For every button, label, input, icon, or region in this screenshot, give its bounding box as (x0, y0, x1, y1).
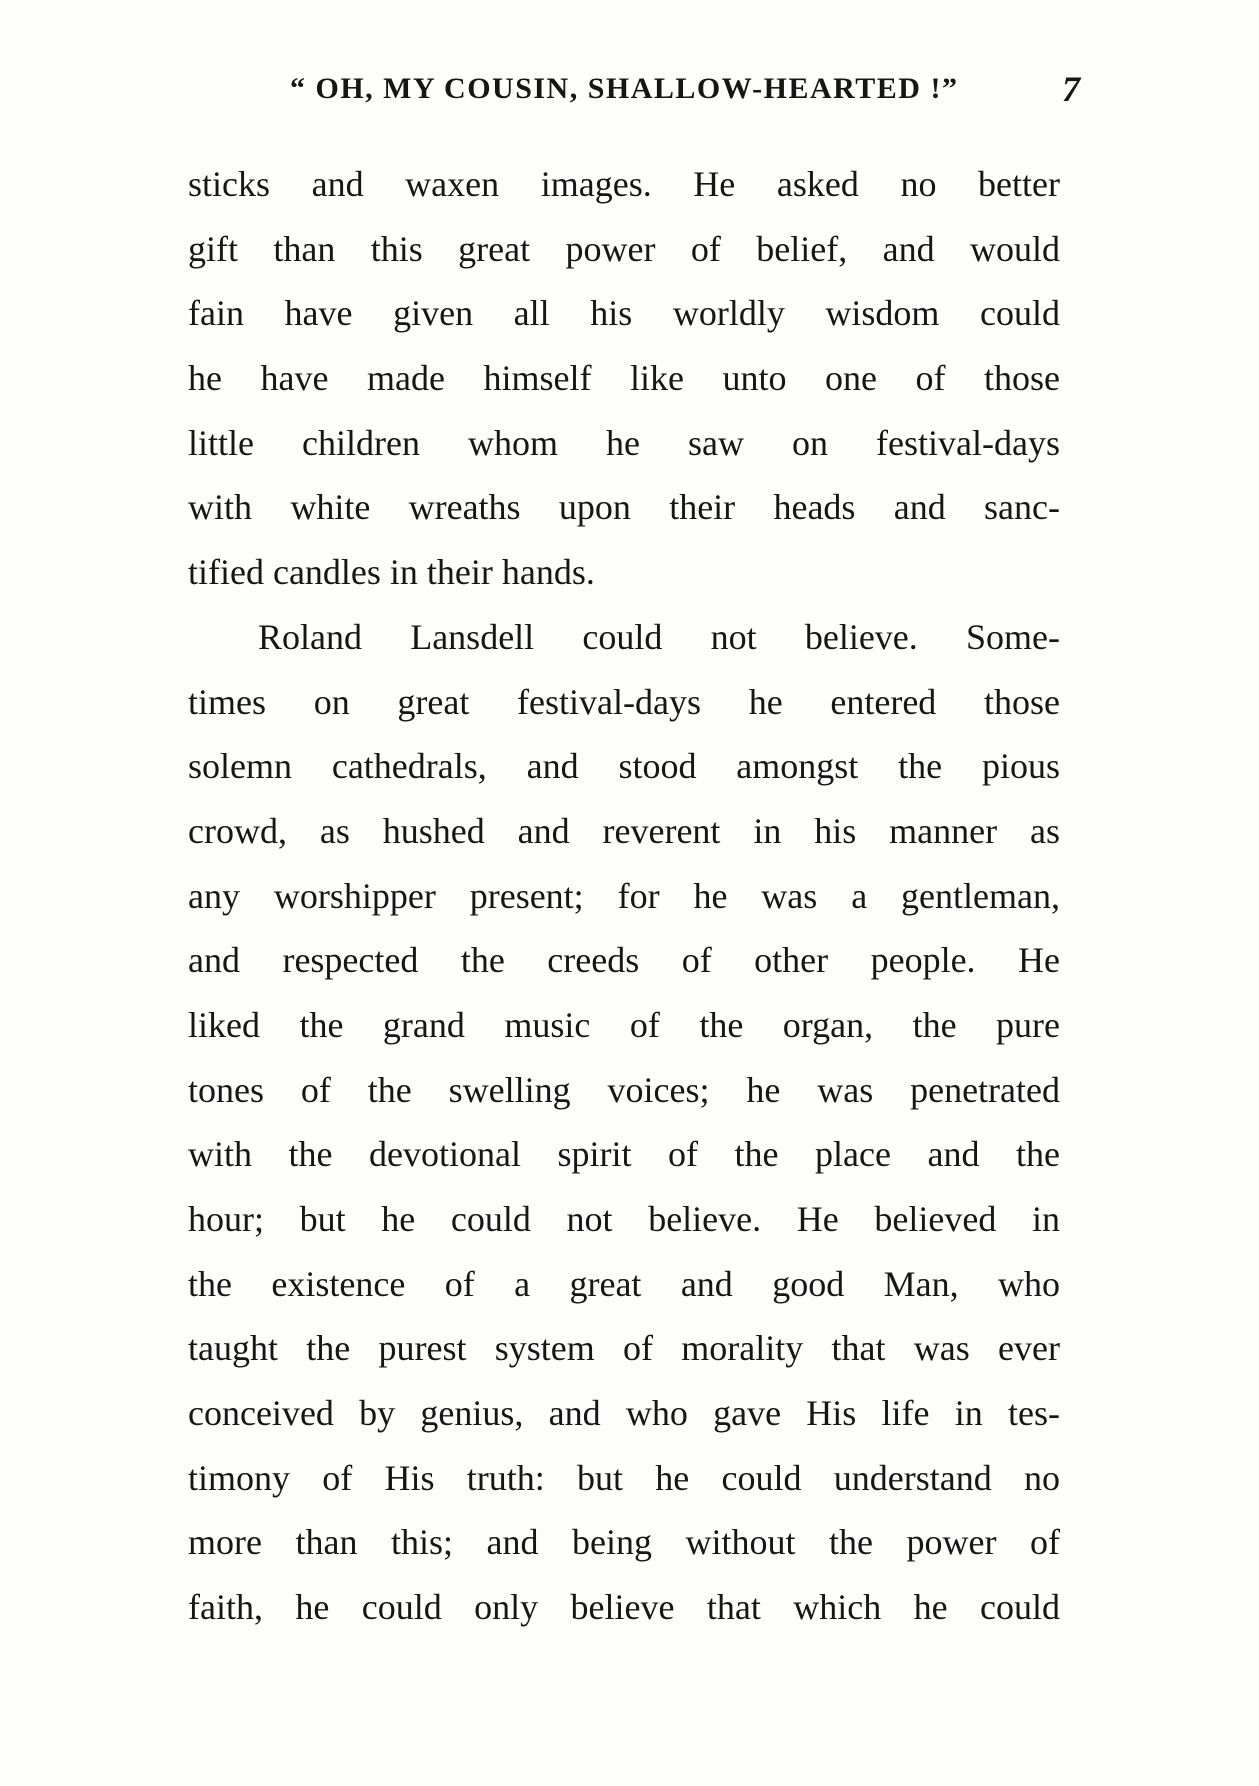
text-line: solemn cathedrals, and stood amongst the pious (188, 746, 1060, 787)
text-line: conceived by genius, and who gave His life in tes- (188, 1393, 1060, 1434)
text-line: the existence of a great and good Man, who (188, 1263, 1060, 1304)
text-line: taught the purest system of morality that was ever (188, 1328, 1060, 1369)
text-line: liked the grand music of the organ, the pure (188, 1004, 1060, 1045)
text-line: faith, he could only believe that which he could (188, 1587, 1060, 1628)
text-line: fain have given all his worldly wisdom could (188, 293, 1060, 334)
text-line: Roland Lansdell could not believe. Some- (258, 616, 1060, 657)
page-number: 7 (1062, 69, 1080, 109)
text-line: tones of the swelling voices; he was penetrated (188, 1069, 1060, 1110)
text-line: little children whom he saw on festival-days (188, 422, 1060, 463)
text-line: and respected the creeds of other people. He (188, 940, 1060, 981)
text-line: any worshipper present; for he was a gentleman, (188, 875, 1060, 916)
text-line: tified candles in their hands. (188, 552, 595, 593)
text-line: timony of His truth: but he could understand no (188, 1457, 1060, 1498)
text-line: times on great festival-days he entered those (188, 681, 1060, 722)
running-header (290, 69, 1080, 122)
text-line: hour; but he could not believe. He believed in (188, 1199, 1060, 1239)
text-line: gift than this great power of belief, and would (188, 228, 1060, 269)
running-title: “ OH, MY COUSIN, SHALLOW-HEARTED !” (290, 72, 959, 105)
text-line: sticks and waxen images. He asked no better (188, 164, 1060, 204)
text-line: with the devotional spirit of the place and the (188, 1134, 1060, 1175)
text-line: more than this; and being without the power of (188, 1522, 1060, 1563)
paragraph (188, 605, 1060, 1640)
text-line: with white wreaths upon their heads and sanc- (188, 487, 1060, 528)
text-line: he have made himself like unto one of those (188, 358, 1060, 399)
text-line: crowd, as hushed and reverent in his manner as (188, 810, 1060, 851)
paragraph (188, 152, 1060, 605)
body-text (188, 152, 1060, 1640)
